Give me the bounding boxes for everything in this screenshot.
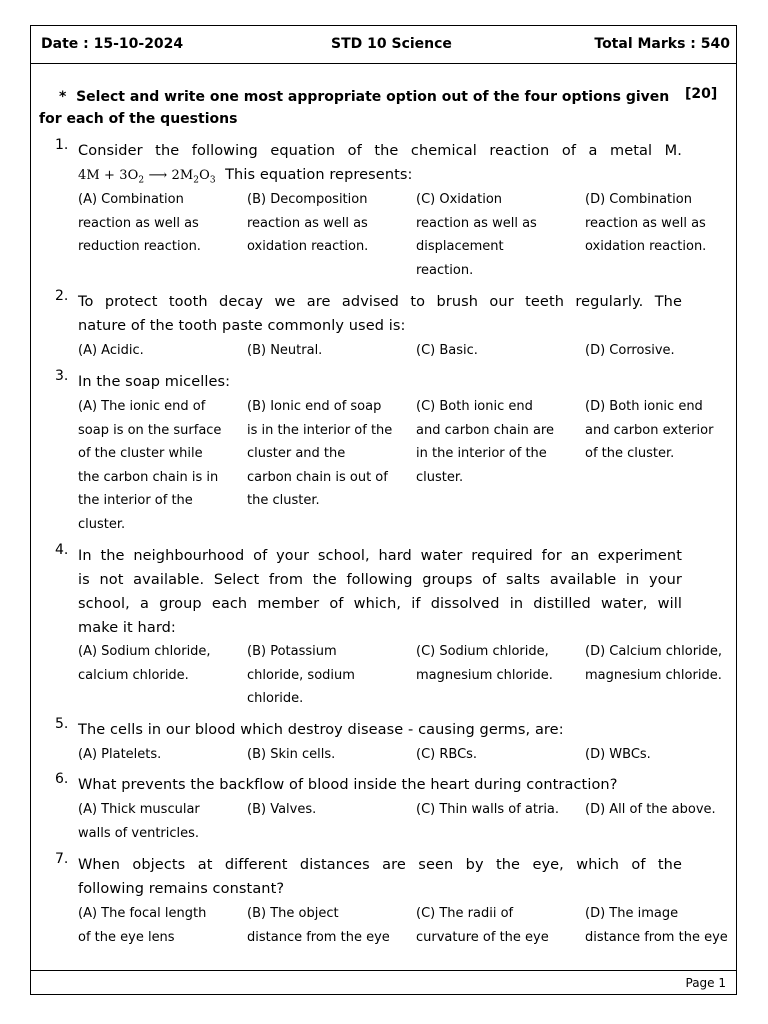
- option-c: (C) Basic.: [416, 343, 478, 358]
- option-a: (A) Platelets.: [78, 747, 162, 762]
- question-text: In the soap micelles:: [78, 374, 231, 390]
- exam-subject: STD 10 Science: [331, 36, 452, 52]
- instruction-line-1: Select and write one most appropriate option out of the four options given: [76, 89, 670, 105]
- option-b: (B) Potassium chloride, sodium chloride.: [247, 644, 355, 707]
- question-number: 3.: [55, 368, 69, 384]
- question-number: 6.: [55, 771, 69, 787]
- chemical-equation: $4M + 3O_2$ ⟶ $2M_2O_3$: [78, 168, 216, 186]
- question-text: The cells in our blood which destroy disease - causing germs, are:: [78, 722, 564, 738]
- question-number: 5.: [55, 716, 69, 732]
- header-bar: [31, 26, 736, 64]
- question-number: 7.: [55, 851, 69, 867]
- equation-line: $4M + 3O_2$ ⟶ $2M_2O_3$ This equation represents:: [78, 167, 413, 186]
- option-a: (A) Sodium chloride, calcium chloride.: [78, 644, 211, 683]
- option-b: (B) Skin cells.: [247, 747, 336, 762]
- option-b: (B) Valves.: [247, 802, 317, 817]
- question-text: To protect tooth decay we are advised to brush our teeth regularly. The nature of the tooth paste commonly used is:: [78, 294, 682, 334]
- option-b: (B) Decomposition reaction as well as oxidation reaction.: [247, 192, 369, 255]
- question-text: When objects at different distances are seen by the eye, which of the following remains constant?: [78, 857, 682, 897]
- total-marks: Total Marks : 540: [594, 36, 730, 52]
- option-a: (A) Acidic.: [78, 343, 144, 358]
- question-number: 1.: [55, 137, 69, 153]
- option-b: (B) Neutral.: [247, 343, 323, 358]
- question-number: 2.: [55, 288, 69, 304]
- exam-date: Date : 15-10-2024: [41, 36, 184, 52]
- option-c: (C) Sodium chloride, magnesium chloride.: [416, 644, 553, 683]
- footer-bar: [31, 970, 736, 995]
- reaction-arrow-icon: ⟶: [148, 168, 168, 183]
- option-c: (C) Oxidation reaction as well as displacement reaction.: [416, 192, 537, 278]
- question-text: What prevents the backflow of blood inside the heart during contraction?: [78, 777, 618, 793]
- question-text: In the neighbourhood of your school, hard water required for an experiment is not available. Select from the following groups of salts available in your school, a group each member of which, if dissolved in distilled water, will make it hard:: [78, 548, 682, 636]
- question-text: Consider the following equation of the chemical reaction of a metal M. $4M + 3O_2$ ⟶ $2M_2O_3$ This equation represents:: [78, 139, 682, 193]
- option-a: (A) Thick muscular walls of ventricles.: [78, 802, 200, 841]
- option-b: (B) Ionic end of soap is in the interior of the cluster and the carbon chain is out of the cluster.: [247, 399, 393, 509]
- page-number: Page 1: [685, 976, 726, 990]
- question-number: 4.: [55, 542, 69, 558]
- option-c: (C) Both ionic end and carbon chain are in the interior of the cluster.: [416, 399, 554, 485]
- option-d: (D) WBCs.: [585, 747, 651, 762]
- paper-frame: [30, 25, 737, 995]
- option-c: (C) RBCs.: [416, 747, 478, 762]
- option-b: (B) The object distance from the eye: [247, 906, 390, 945]
- option-a: (A) The focal length of the eye lens: [78, 906, 207, 945]
- option-a: (A) The ionic end of soap is on the surface of the cluster while the carbon chain is in the interior of the cluster.: [78, 399, 222, 532]
- option-d: (D) Calcium chloride, magnesium chloride.: [585, 644, 723, 683]
- option-c: (C) Thin walls of atria.: [416, 802, 560, 817]
- option-d: (D) The image distance from the eye: [585, 906, 728, 945]
- option-d: (D) All of the above.: [585, 802, 716, 817]
- instruction-line-2: for each of the questions: [39, 111, 238, 127]
- star-bullet: *: [59, 89, 67, 105]
- option-d: (D) Corrosive.: [585, 343, 675, 358]
- option-a: (A) Combination reaction as well as reduction reaction.: [78, 192, 201, 255]
- option-d: (D) Both ionic end and carbon exterior of the cluster.: [585, 399, 714, 462]
- option-d: (D) Combination reaction as well as oxidation reaction.: [585, 192, 707, 255]
- option-c: (C) The radii of curvature of the eye: [416, 906, 549, 945]
- section-marks: [20]: [685, 86, 718, 102]
